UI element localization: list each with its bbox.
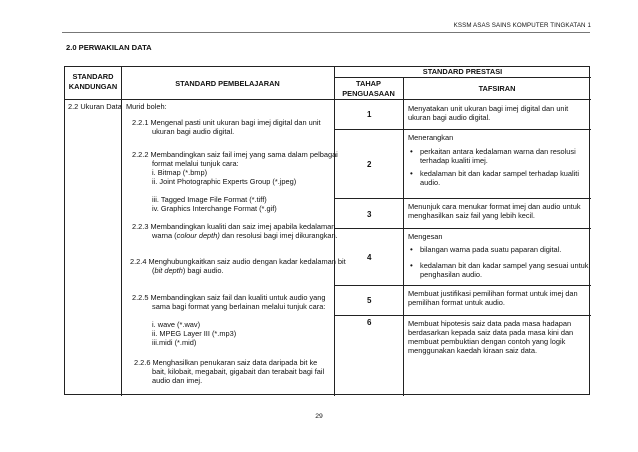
sp-2-2-3-text: 2.2.3 Membandingkan kualiti dan saiz imej apabila kedalaman warna ( xyxy=(132,222,336,240)
level-3-text: Menunjuk cara menukar format imej dan audio untuk menghasilkan saiz fail yang lebih kecil. xyxy=(408,202,581,220)
sp-2-2-2-item-i: i. Bitmap (*.bmp) xyxy=(152,168,208,177)
level-rule-2 xyxy=(334,198,591,199)
header-standard-pembelajaran: STANDARD PEMBELAJARAN xyxy=(175,79,280,88)
header-bottom-rule xyxy=(65,99,591,100)
level-rule-3 xyxy=(334,228,591,229)
col-divider-3 xyxy=(403,77,404,396)
sp-2-2-2-item-iv: iv. Graphics Interchange Format (*.gif) xyxy=(152,204,277,213)
header-standard-kandungan: STANDARD KANDUNGAN xyxy=(68,72,118,91)
sp-2-2-6: 2.2.6 Menghasilkan penukaran saiz data daripada bit ke bait, kilobait, megabait, gigabait dan terabait bagi fail audio dan imej. xyxy=(134,358,325,385)
sp-2-2-4-italic: bit depth xyxy=(154,266,183,275)
sp-2-2-3 xyxy=(132,222,350,240)
sp-2-2-1: 2.2.1 Mengenal pasti unit ukuran bagi imej digital dan unit ukuran bagi audio digital. xyxy=(132,118,321,136)
curriculum-table xyxy=(64,66,590,395)
col-divider-1 xyxy=(121,67,122,396)
sp-2-2-5-item-ii: ii. MPEG Layer III (*.mp3) xyxy=(152,329,237,338)
murid-boleh-label: Murid boleh: xyxy=(126,102,167,111)
level-6-text: Membuat hipotesis saiz data pada masa hadapan berdasarkan kepada saiz data pada masa kini dan membuat pembuktian dengan contoh yang logik menggunakan kaedah kiraan saiz data. xyxy=(408,319,574,355)
section-title: 2.0 PERWAKILAN DATA xyxy=(66,43,152,52)
level-4-number: 4 xyxy=(367,253,372,262)
standard-kandungan-value: 2.2 Ukuran Data xyxy=(68,102,122,111)
sp-2-2-4-text: 2.2.4 Menghubungkaitkan saiz audio dengan kadar kedalaman bit ( xyxy=(130,257,346,275)
sp-2-2-4 xyxy=(130,257,352,275)
sp-2-2-5-item-iii: iii.midi (*.mid) xyxy=(152,338,197,347)
header-rule xyxy=(62,32,590,33)
sp-2-2-5-item-i: i. wave (*.wav) xyxy=(152,320,201,329)
level-2-intro: Menerangkan xyxy=(408,133,454,142)
level-4-bullet-1: • bilangan warna pada suatu paparan digital. xyxy=(408,245,600,254)
level-6-number: 6 xyxy=(367,318,372,327)
level-rule-1 xyxy=(334,129,591,130)
level-5-number: 5 xyxy=(367,296,372,305)
level-2-bullet-2: • kedalaman bit dan kadar sampel terhadap kualiti audio. xyxy=(408,169,586,187)
document-header: KSSM ASAS SAINS KOMPUTER TINGKATAN 1 xyxy=(453,22,591,29)
sp-2-2-3-italic: colour depth) xyxy=(176,231,220,240)
page-number: 29 xyxy=(315,413,323,420)
level-2-number: 2 xyxy=(367,160,372,169)
sp-2-2-3-text-end: dan resolusi bagi imej dikurangkan. xyxy=(219,231,338,240)
level-3-number: 3 xyxy=(367,210,372,219)
sp-2-2-2: 2.2.2 Membandingkan saiz fail imej yang sama dalam pelbagai format melalui tunjuk cara: xyxy=(132,150,338,168)
header-tafsiran: TAFSIRAN xyxy=(478,84,516,93)
header-tahap-penguasaan: TAHAP PENGUASAAN xyxy=(342,79,395,98)
level-1-number: 1 xyxy=(367,110,372,119)
header-standard-prestasi: STANDARD PRESTASI xyxy=(422,67,503,76)
level-5-text: Membuat justifikasi pemilihan format untuk imej dan pemilihan format untuk audio. xyxy=(408,289,578,307)
level-1-text: Menyatakan unit ukuran bagi imej digital dan unit ukuran bagi audio digital. xyxy=(408,104,569,122)
level-4-bullet-2: • kedalaman bit dan kadar sampel yang sesuai untuk penghasilan audio. xyxy=(408,261,590,279)
sp-2-2-4-text-end: ) bagi audio. xyxy=(182,266,224,275)
sp-2-2-2-item-iii: iii. Tagged Image File Format (*.tiff) xyxy=(152,195,267,204)
sp-2-2-5: 2.2.5 Membandingkan saiz fail dan kualiti untuk audio yang sama bagi format yang berlainan melalui tunjuk cara: xyxy=(132,293,326,311)
sp-2-2-2-item-ii: ii. Joint Photographic Experts Group (*.jpeg) xyxy=(152,177,297,186)
level-2-bullet-1: • perkaitan antara kedalaman warna dan resolusi terhadap kualiti imej. xyxy=(408,147,586,165)
level-rule-5 xyxy=(334,315,591,316)
prestasi-rule xyxy=(334,77,591,78)
level-4-intro: Mengesan xyxy=(408,232,443,241)
level-rule-4 xyxy=(334,285,591,286)
